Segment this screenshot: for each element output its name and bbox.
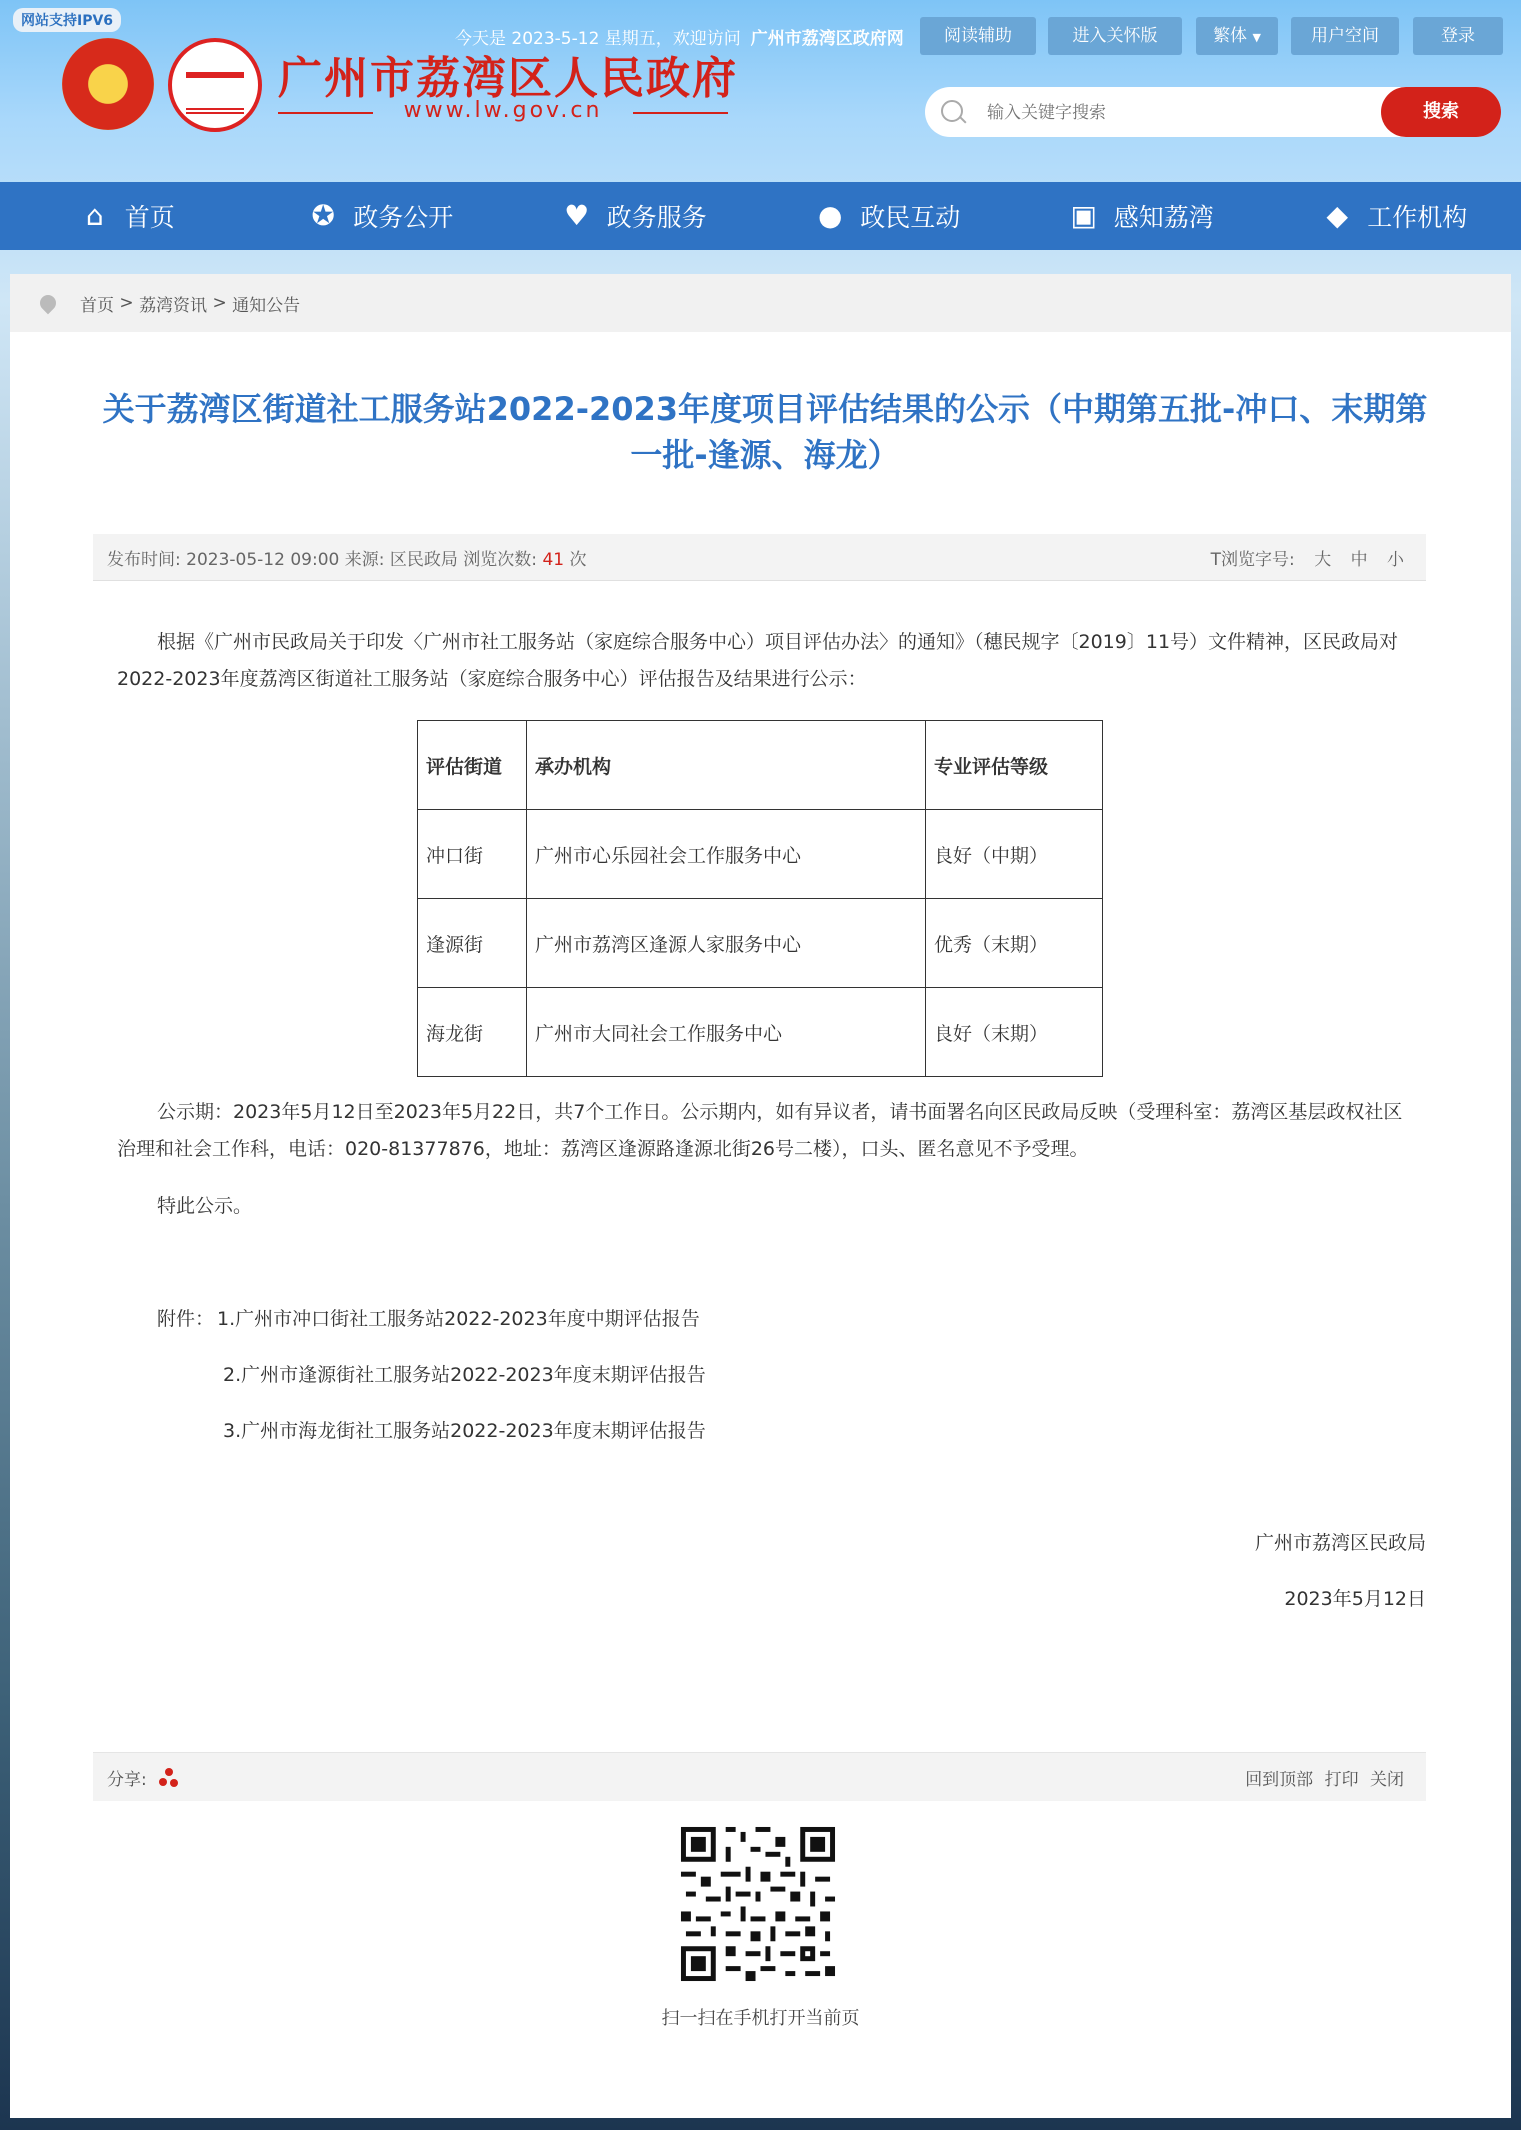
- print-link[interactable]: 打印: [1324, 1769, 1359, 1790]
- table-cell: 良好（中期）: [926, 810, 1103, 899]
- breadcrumb-separator: >: [207, 293, 233, 313]
- attachment-link[interactable]: 1.广州市冲口街社工服务站2022-2023年度中期评估报告: [217, 1308, 700, 1330]
- site-title: 广州市荔湾区人民政府: [278, 53, 738, 104]
- back-to-top-link[interactable]: 回到顶部: [1245, 1769, 1314, 1790]
- source-label: 来源:: [344, 549, 385, 570]
- breadcrumb: [10, 274, 1511, 332]
- share-bar: [93, 1752, 1426, 1801]
- table-cell: 优秀（末期）: [926, 899, 1103, 988]
- close-link[interactable]: 关闭: [1370, 1769, 1404, 1790]
- breadcrumb-notices[interactable]: 通知公告: [232, 295, 301, 316]
- nav-item-interaction[interactable]: ● 政民互动: [761, 182, 1015, 250]
- ipv6-badge: 网站支持IPV6: [13, 8, 121, 32]
- share-icon[interactable]: [157, 1766, 179, 1788]
- article-title: 关于荔湾区街道社工服务站2022-2023年度项目评估结果的公示（中期第五批-冲口、末期第一批-逢源、海龙）: [102, 390, 1428, 474]
- table-header-cell: 承办机构: [527, 721, 926, 810]
- heart-icon: ♥: [564, 199, 590, 232]
- traditional-chinese-button[interactable]: 繁体 ▼: [1196, 17, 1278, 55]
- main-nav: [0, 182, 1521, 250]
- qr-caption: 扫一扫在手机打开当前页: [661, 2008, 860, 2029]
- breadcrumb-home[interactable]: 首页: [80, 295, 114, 316]
- font-size-large[interactable]: 大: [1314, 549, 1332, 570]
- attachment-link[interactable]: 2.广州市逢源街社工服务站2022-2023年度末期评估报告: [223, 1364, 706, 1386]
- table-row: [418, 988, 1103, 1077]
- publish-time: 2023-05-12 09:00: [186, 549, 340, 570]
- views-label: 浏览次数:: [463, 549, 538, 570]
- search-button[interactable]: 搜索: [1381, 87, 1501, 137]
- signature: 广州市荔湾区民政局: [1254, 1532, 1426, 1554]
- font-size-medium[interactable]: 中: [1350, 549, 1368, 570]
- search-input[interactable]: [985, 97, 1289, 129]
- nav-item-government-affairs[interactable]: ✪ 政务公开: [254, 182, 508, 250]
- table-cell: 广州市心乐园社会工作服务中心: [527, 810, 926, 899]
- nav-item-perceive-liwan[interactable]: ▣ 感知荔湾: [1014, 182, 1268, 250]
- views-count: 41: [542, 549, 565, 570]
- font-size-label: T浏览字号:: [1210, 549, 1295, 570]
- font-size-small[interactable]: 小: [1387, 549, 1404, 570]
- location-pin-icon: [37, 292, 60, 315]
- breadcrumb-separator: >: [114, 293, 140, 313]
- home-icon: ⌂: [85, 199, 104, 232]
- table-row: [418, 810, 1103, 899]
- article-paragraph: 根据《广州市民政局关于印发〈广州市社工服务站（家庭综合服务中心）项目评估办法〉的通知》（穗民规字〔2019〕11号）文件精神，区民政局对2022-2023年度荔湾区街道社工服务站（家庭综合服务中心）评估报告及结果进行公示：: [117, 631, 1399, 690]
- reading-assist-button[interactable]: 阅读辅助: [920, 17, 1036, 55]
- table-header-cell: 评估街道: [418, 721, 527, 810]
- cube-icon: ◆: [1326, 199, 1348, 232]
- login-button[interactable]: 登录: [1413, 17, 1503, 55]
- share-label: 分享:: [107, 1769, 147, 1790]
- image-icon: ▣: [1070, 199, 1097, 232]
- chat-icon: ●: [818, 199, 843, 232]
- table-cell: 广州市大同社会工作服务中心: [527, 988, 926, 1077]
- search-bar: [925, 87, 1501, 137]
- national-emblem-logo: [62, 38, 154, 130]
- table-cell: 良好（末期）: [926, 988, 1103, 1077]
- table-header-row: [418, 721, 1103, 810]
- attachment-link[interactable]: 3.广州市海龙街社工服务站2022-2023年度末期评估报告: [223, 1420, 706, 1442]
- article-paragraph: 公示期：2023年5月12日至2023年5月22日，共7个工作日。公示期内，如有异议者，请书面署名向区民政局反映（受理科室：荔湾区基层政权社区治理和社会工作科，电话：020-81377876，地址：荔湾区逢源路逢源北街26号二楼），口头、匿名意见不予受理。: [117, 1101, 1403, 1160]
- district-logo: [168, 38, 262, 132]
- evaluation-table: [417, 720, 1103, 1077]
- site-url: www.lw.gov.cn: [278, 98, 728, 123]
- user-space-button[interactable]: 用户空间: [1291, 17, 1399, 55]
- table-header-cell: 专业评估等级: [926, 721, 1103, 810]
- sign-date: 2023年5月12日: [1284, 1588, 1426, 1610]
- publish-label: 发布时间:: [107, 549, 181, 570]
- nav-item-agencies[interactable]: ◆ 工作机构: [1268, 182, 1521, 250]
- welcome-text: 今天是 2023-5-12 星期五，欢迎访问 广州市荔湾区政府网: [455, 29, 904, 49]
- source: 区民政局: [389, 549, 458, 570]
- welcome-site-link[interactable]: 广州市荔湾区政府网: [750, 29, 904, 49]
- caret-down-icon: ▼: [1252, 31, 1261, 44]
- search-icon: [941, 100, 963, 122]
- table-cell: 冲口街: [418, 810, 527, 899]
- table-cell: 逢源街: [418, 899, 527, 988]
- main-content: [10, 274, 1511, 2118]
- article-meta: [93, 534, 1426, 581]
- table-row: [418, 899, 1103, 988]
- table-cell: 广州市荔湾区逢源人家服务中心: [527, 899, 926, 988]
- star-icon: ✪: [311, 199, 335, 232]
- nav-item-home[interactable]: ⌂ 首页: [0, 182, 254, 250]
- views-unit: 次: [569, 549, 587, 570]
- article-paragraph: 特此公示。: [157, 1195, 253, 1217]
- attachments-label: 附件：: [157, 1308, 215, 1330]
- nav-item-government-services[interactable]: ♥ 政务服务: [507, 182, 761, 250]
- table-cell: 海龙街: [418, 988, 527, 1077]
- care-mode-button[interactable]: 进入关怀版: [1048, 17, 1182, 55]
- breadcrumb-liwan-news[interactable]: 荔湾资讯: [139, 295, 208, 316]
- qr-code: [676, 1822, 840, 1986]
